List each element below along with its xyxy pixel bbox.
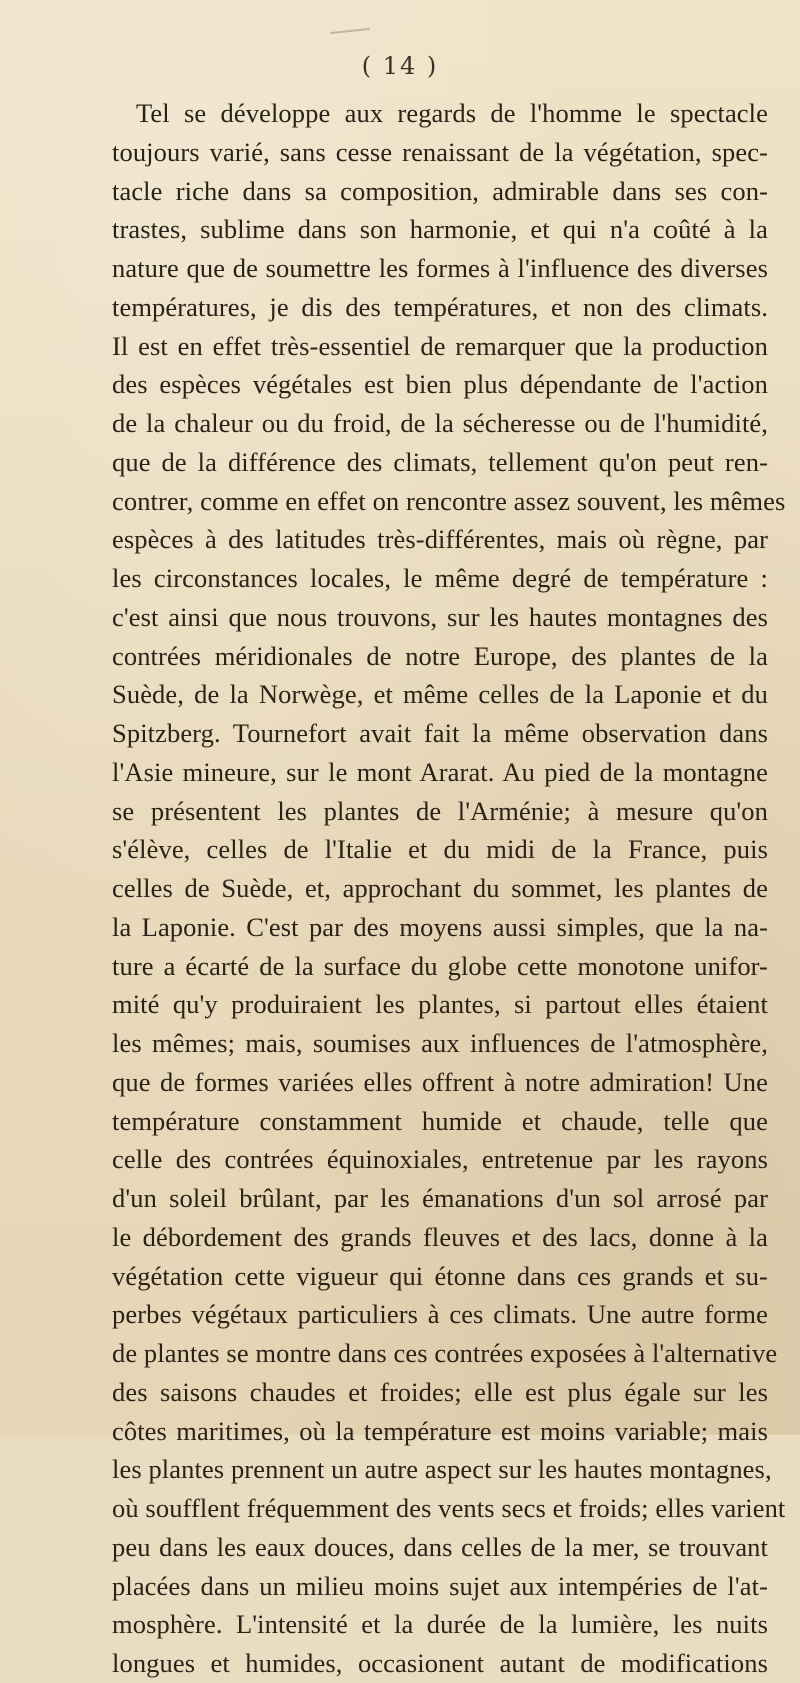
paper-blemish xyxy=(330,28,370,34)
text-line: d'un soleil brûlant, par les émanations d'un sol arrosé par xyxy=(112,1183,768,1213)
text-line: Suède, de la Norwège, et même celles de la Laponie et du xyxy=(112,679,768,710)
text-line: mosphère. L'intensité et la durée de la lumière, les nuits xyxy=(112,1609,768,1640)
text-line: longues et humides, occasionent autant de modifications xyxy=(112,1648,768,1678)
text-line: les circonstances locales, le même degré de température : xyxy=(112,563,768,593)
text-line: c'est ainsi que nous trouvons, sur les hautes montagnes des xyxy=(112,601,768,632)
text-line: la Laponie. C'est par des moyens aussi simples, que la na- xyxy=(112,911,768,942)
text-line: ture a écarté de la surface du globe cette monotone unifor- xyxy=(112,950,768,981)
text-line: que de la différence des climats, tellement qu'on peut ren- xyxy=(112,446,768,477)
text-line: les plantes prennent un autre aspect sur les hautes montagnes, xyxy=(112,1454,772,1485)
text-line: toujours varié, sans cesse renaissant de la végétation, spec- xyxy=(112,136,768,167)
text-line: l'Asie mineure, sur le mont Ararat. Au pied de la montagne xyxy=(112,756,768,787)
text-line: de plantes se montre dans ces contrées exposées à l'alternative xyxy=(112,1338,778,1368)
text-line: les mêmes; mais, soumises aux influences de l'atmosphère, xyxy=(112,1028,768,1058)
text-line: peu dans les eaux douces, dans celles de la mer, se trouvant xyxy=(112,1531,768,1562)
text-line: contrées méridionales de notre Europe, des plantes de la xyxy=(112,640,768,671)
text-line: se présentent les plantes de l'Arménie; à mesure qu'on xyxy=(112,795,768,826)
text-line: Spitzberg. Tournefort avait fait la même observation dans xyxy=(112,718,768,748)
text-line: placées dans un milieu moins sujet aux intempéries de l'at- xyxy=(112,1570,768,1601)
text-line: celle des contrées équinoxiales, entretenue par les rayons xyxy=(112,1144,768,1175)
page-number: ( 14 ) xyxy=(361,52,439,80)
text-line: Il est en effet très-essentiel de remarquer que la production xyxy=(112,330,768,361)
text-line: mité qu'y produiraient les plantes, si partout elles étaient xyxy=(112,989,768,1020)
text-line: végétation cette vigueur qui étonne dans ces grands et su- xyxy=(112,1260,768,1291)
text-line: des saisons chaudes et froides; elle est plus égale sur les xyxy=(112,1376,768,1407)
text-line: perbes végétaux particuliers à ces climats. Une autre forme xyxy=(112,1299,768,1330)
text-line: de la chaleur ou du froid, de la sécheresse ou de l'humidité, xyxy=(112,408,768,438)
text-line: celles de Suède, et, approchant du sommet, les plantes de xyxy=(112,873,768,903)
text-line: température constamment humide et chaude, telle que xyxy=(112,1105,768,1136)
text-line: contrer, comme en effet on rencontre assez souvent, les mêmes xyxy=(112,485,786,516)
text-line: trastes, sublime dans son harmonie, et qui n'a coûté à la xyxy=(112,214,768,245)
text-line: des espèces végétales est bien plus dépendante de l'action xyxy=(112,369,768,400)
text-line: où soufflent fréquemment des vents secs et froids; elles varient xyxy=(112,1493,786,1523)
text-line: Tel se développe aux regards de l'homme le spectacle xyxy=(136,98,768,128)
text-line: côtes maritimes, où la température est moins variable; mais xyxy=(112,1415,768,1446)
body-text xyxy=(112,94,786,1683)
text-line: tacle riche dans sa composition, admirable dans ses con- xyxy=(112,175,768,206)
text-line: s'élève, celles de l'Italie et du midi de la France, puis xyxy=(112,834,768,865)
text-line: que de formes variées elles offrent à notre admiration! Une xyxy=(112,1066,768,1097)
text-line: le débordement des grands fleuves et des lacs, donne à la xyxy=(112,1221,768,1252)
text-line: températures, je dis des températures, et non des climats. xyxy=(112,291,768,322)
text-line: nature que de soumettre les formes à l'influence des diverses xyxy=(112,253,768,283)
text-line: espèces à des latitudes très-différentes, mais où règne, par xyxy=(112,524,768,555)
